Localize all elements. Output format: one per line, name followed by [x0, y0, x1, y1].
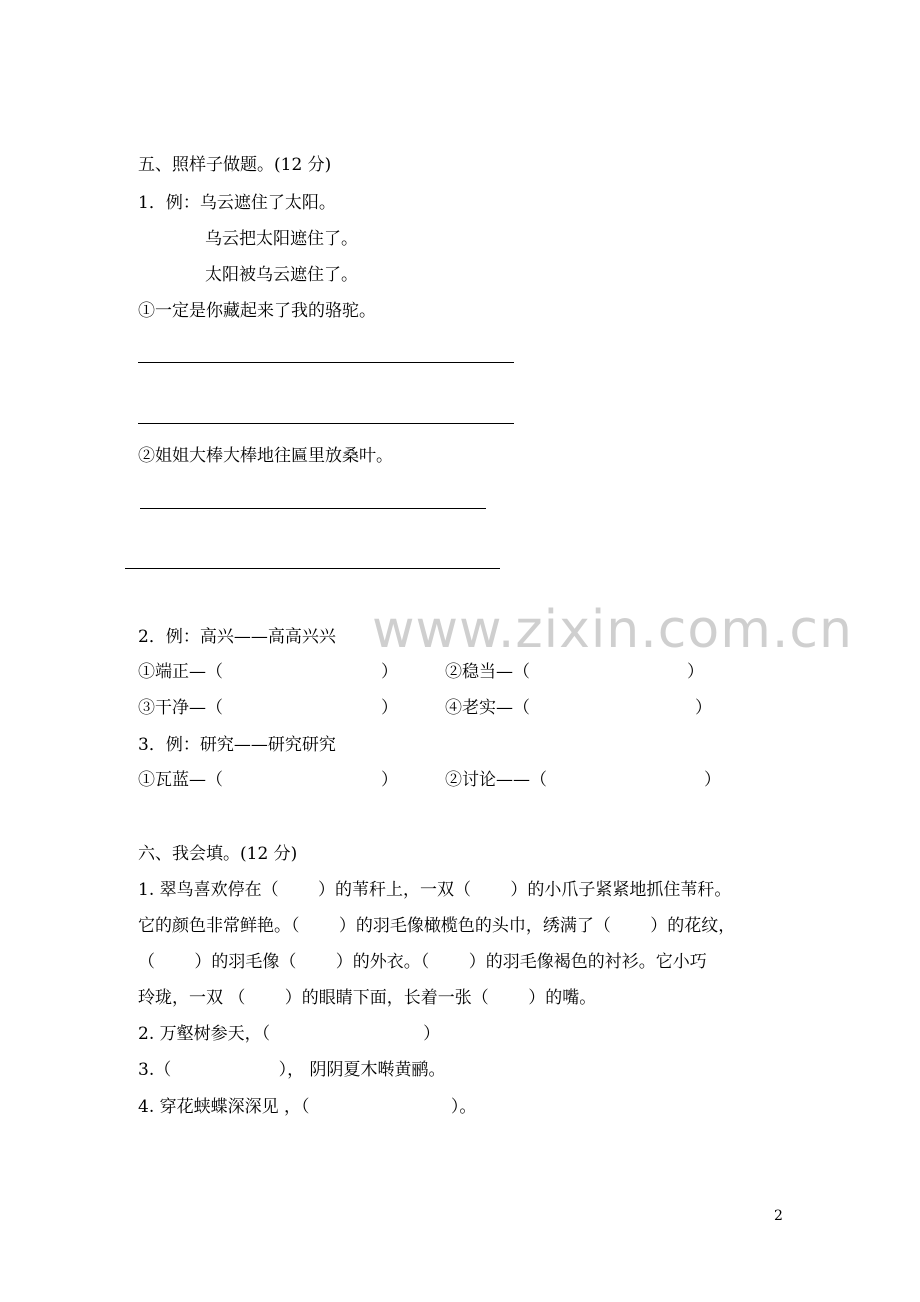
q2-item-b-close: ） — [687, 662, 704, 682]
q2-item-d-close: ） — [695, 698, 712, 718]
q2-item-c: ③干净—（ — [138, 698, 223, 718]
q3-example: 3．例：研究——研究研究 — [138, 735, 336, 755]
answer-line[interactable] — [138, 423, 514, 424]
q2-example: 2．例：高兴——高高兴兴 — [138, 627, 336, 647]
q1-example: 1．例：乌云遮住了太阳。 — [138, 193, 336, 213]
watermark: www.zixin.com.cn — [372, 600, 853, 660]
fill-paragraph-line-2: 它的颜色非常鲜艳。（ ）的羽毛像橄榄色的头巾，绣满了（ ）的花纹， — [138, 916, 736, 936]
page-number: 2 — [774, 1208, 783, 1224]
fill-paragraph-line-4: 玲珑，一双 （ ）的眼睛下面，长着一张（ ）的嘴。 — [138, 988, 597, 1008]
answer-line[interactable] — [125, 568, 500, 569]
poem-fill-3: 3.（ ）， 阴阴夏木啭黄鹂。 — [138, 1060, 446, 1080]
q1-example-answer-2: 太阳被乌云遮住了。 — [205, 265, 358, 285]
answer-line[interactable] — [140, 508, 486, 509]
q2-item-b: ②稳当—（ — [445, 662, 530, 682]
q2-item-c-close: ） — [381, 698, 398, 718]
q1-item-1: ①一定是你藏起来了我的骆驼。 — [138, 301, 376, 321]
q3-item-a-close: ） — [381, 770, 398, 790]
q2-item-a: ①端正—（ — [138, 662, 223, 682]
answer-line[interactable] — [138, 362, 514, 363]
q1-item-2: ②姐姐大棒大棒地往匾里放桑叶。 — [138, 446, 393, 466]
fill-paragraph-line-1: 1. 翠鸟喜欢停在（ ）的苇秆上，一双（ ）的小爪子紧紧地抓住苇秆。 — [138, 880, 732, 900]
q3-item-a: ①瓦蓝—（ — [138, 770, 223, 790]
poem-fill-2: 2. 万壑树参天，（ ） — [138, 1024, 441, 1044]
q2-item-d: ④老实—（ — [445, 698, 530, 718]
poem-fill-4: 4. 穿花蛱蝶深深见 ，（ ）。 — [138, 1097, 477, 1117]
q1-example-answer-1: 乌云把太阳遮住了。 — [205, 229, 358, 249]
q2-item-a-close: ） — [381, 662, 398, 682]
section-6-title: 六、我会填。(12 分) — [138, 844, 298, 864]
q3-item-b: ②讨论——（ — [445, 770, 547, 790]
section-5-title: 五、照样子做题。(12 分) — [138, 155, 332, 175]
q3-item-b-close: ） — [704, 770, 721, 790]
fill-paragraph-line-3: （ ）的羽毛像（ ）的外衣。（ ）的羽毛像褐色的衬衫。它小巧 — [138, 952, 707, 972]
